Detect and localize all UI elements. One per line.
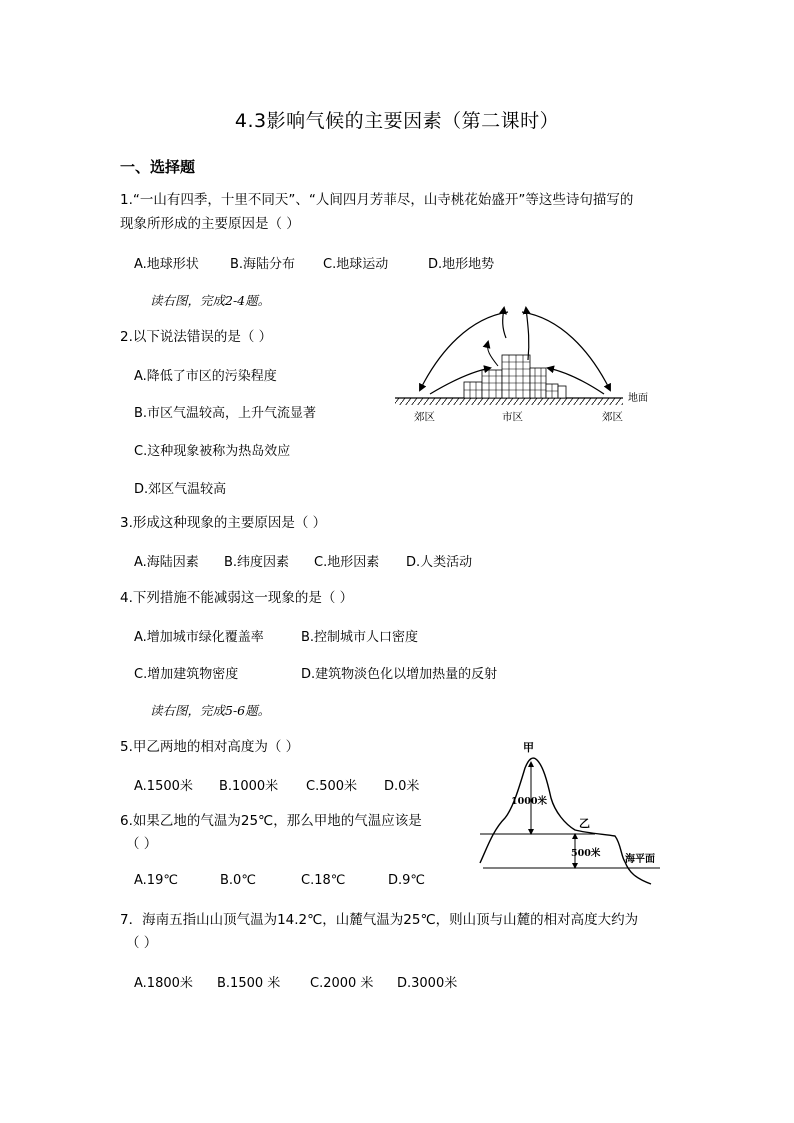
question-6-options bbox=[134, 873, 425, 888]
q2-option-b: B.市区气温较高，上升气流显著 bbox=[134, 406, 317, 421]
question-1-options bbox=[134, 253, 494, 272]
q2-option-a: A.降低了市区的污染程度 bbox=[134, 369, 277, 384]
inner-rising-arrow bbox=[487, 342, 498, 366]
right-rising-arrow bbox=[526, 308, 529, 360]
question-4-stem: 4.下列措施不能减弱这一现象的是（ ） bbox=[120, 590, 354, 606]
q4-option-b: B.控制城市人口密度 bbox=[301, 630, 419, 645]
hint-figure-2: 读右图，完成5-6题。 bbox=[150, 703, 271, 718]
question-1-line-1: 1.“一山有四季，十里不同天”、“人间四月芳菲尽，山寺桃花始盛开”等这些诗句描写的 bbox=[120, 192, 634, 208]
q7-option-b: B.1500 米 bbox=[217, 976, 281, 991]
ground-hatch bbox=[395, 398, 623, 405]
q4-option-a: A.增加城市绿化覆盖率 bbox=[134, 630, 264, 645]
mountain-diagram bbox=[475, 738, 665, 893]
q6-option-b: B.0℃ bbox=[220, 873, 256, 888]
q1-option-d: D.地形地势 bbox=[428, 257, 495, 272]
q1-option-b: B.海陆分布 bbox=[230, 257, 296, 272]
heat-island-diagram bbox=[390, 290, 670, 430]
question-6-line-1: 6.如果乙地的气温为25℃，那么甲地的气温应该是 bbox=[120, 813, 422, 829]
point-yi-label: 乙 bbox=[579, 817, 590, 830]
q6-option-a: A.19℃ bbox=[134, 873, 178, 888]
sea-level-label: 海平面 bbox=[625, 854, 655, 865]
right-suburb-label: 郊区 bbox=[602, 411, 623, 423]
q3-option-c: C.地形因素 bbox=[314, 555, 380, 570]
q2-option-c: C.这种现象被称为热岛效应 bbox=[134, 444, 291, 459]
peak-jia-label: 甲 bbox=[523, 741, 534, 754]
q5-option-b: B.1000米 bbox=[219, 779, 279, 794]
height-500-label: 500米 bbox=[571, 848, 601, 859]
left-suburb-label: 郊区 bbox=[414, 411, 435, 423]
question-5-stem: 5.甲乙两地的相对高度为（ ） bbox=[120, 739, 300, 755]
q7-option-a: A.1800米 bbox=[134, 976, 193, 991]
q6-option-d: D.9℃ bbox=[388, 873, 426, 888]
ground-label: 地面 bbox=[628, 393, 648, 404]
q3-option-a: A.海陆因素 bbox=[134, 555, 199, 570]
q3-option-d: D.人类活动 bbox=[406, 555, 473, 570]
height-1000-label: 1000米 bbox=[511, 796, 547, 807]
question-7-line-1: 7．海南五指山山顶气温为14.2℃，山麓气温为25℃，则山顶与山麓的相对高度大约为 bbox=[120, 912, 639, 928]
q7-option-d: D.3000米 bbox=[397, 976, 458, 991]
hint-figure-1: 读右图，完成2-4题。 bbox=[150, 293, 271, 308]
q5-option-c: C.500米 bbox=[306, 779, 358, 794]
q5-option-a: A.1500米 bbox=[134, 779, 193, 794]
question-2-stem: 2.以下说法错误的是（ ） bbox=[120, 329, 273, 345]
page-title: 4.3影响气候的主要因素（第二课时） bbox=[234, 110, 560, 132]
q7-option-c: C.2000 米 bbox=[310, 976, 374, 991]
city-label: 市区 bbox=[502, 411, 523, 423]
question-3-options bbox=[134, 551, 472, 570]
question-1-line-2: 现象所形成的主要原因是（ ） bbox=[120, 216, 300, 232]
question-7-line-2: （ ） bbox=[126, 935, 158, 951]
q5-option-d: D.0米 bbox=[384, 779, 420, 794]
question-7-options bbox=[134, 972, 457, 991]
q1-option-c: C.地球运动 bbox=[323, 257, 389, 272]
q4-option-c: C.增加建筑物密度 bbox=[134, 667, 239, 682]
q3-option-b: B.纬度因素 bbox=[224, 555, 290, 570]
question-6-line-2: （ ） bbox=[126, 836, 158, 852]
city-buildings bbox=[464, 355, 566, 398]
question-3-stem: 3.形成这种现象的主要原因是（ ） bbox=[120, 515, 327, 531]
mountain-outline bbox=[480, 758, 651, 884]
q2-option-d: D.郊区气温较高 bbox=[134, 482, 227, 497]
q6-option-c: C.18℃ bbox=[301, 873, 346, 888]
q4-option-d: D.建筑物淡色化以增加热量的反射 bbox=[301, 667, 498, 682]
q1-option-a: A.地球形状 bbox=[134, 257, 199, 272]
question-5-options bbox=[134, 775, 419, 794]
section-heading: 一、选择题 bbox=[120, 158, 196, 176]
